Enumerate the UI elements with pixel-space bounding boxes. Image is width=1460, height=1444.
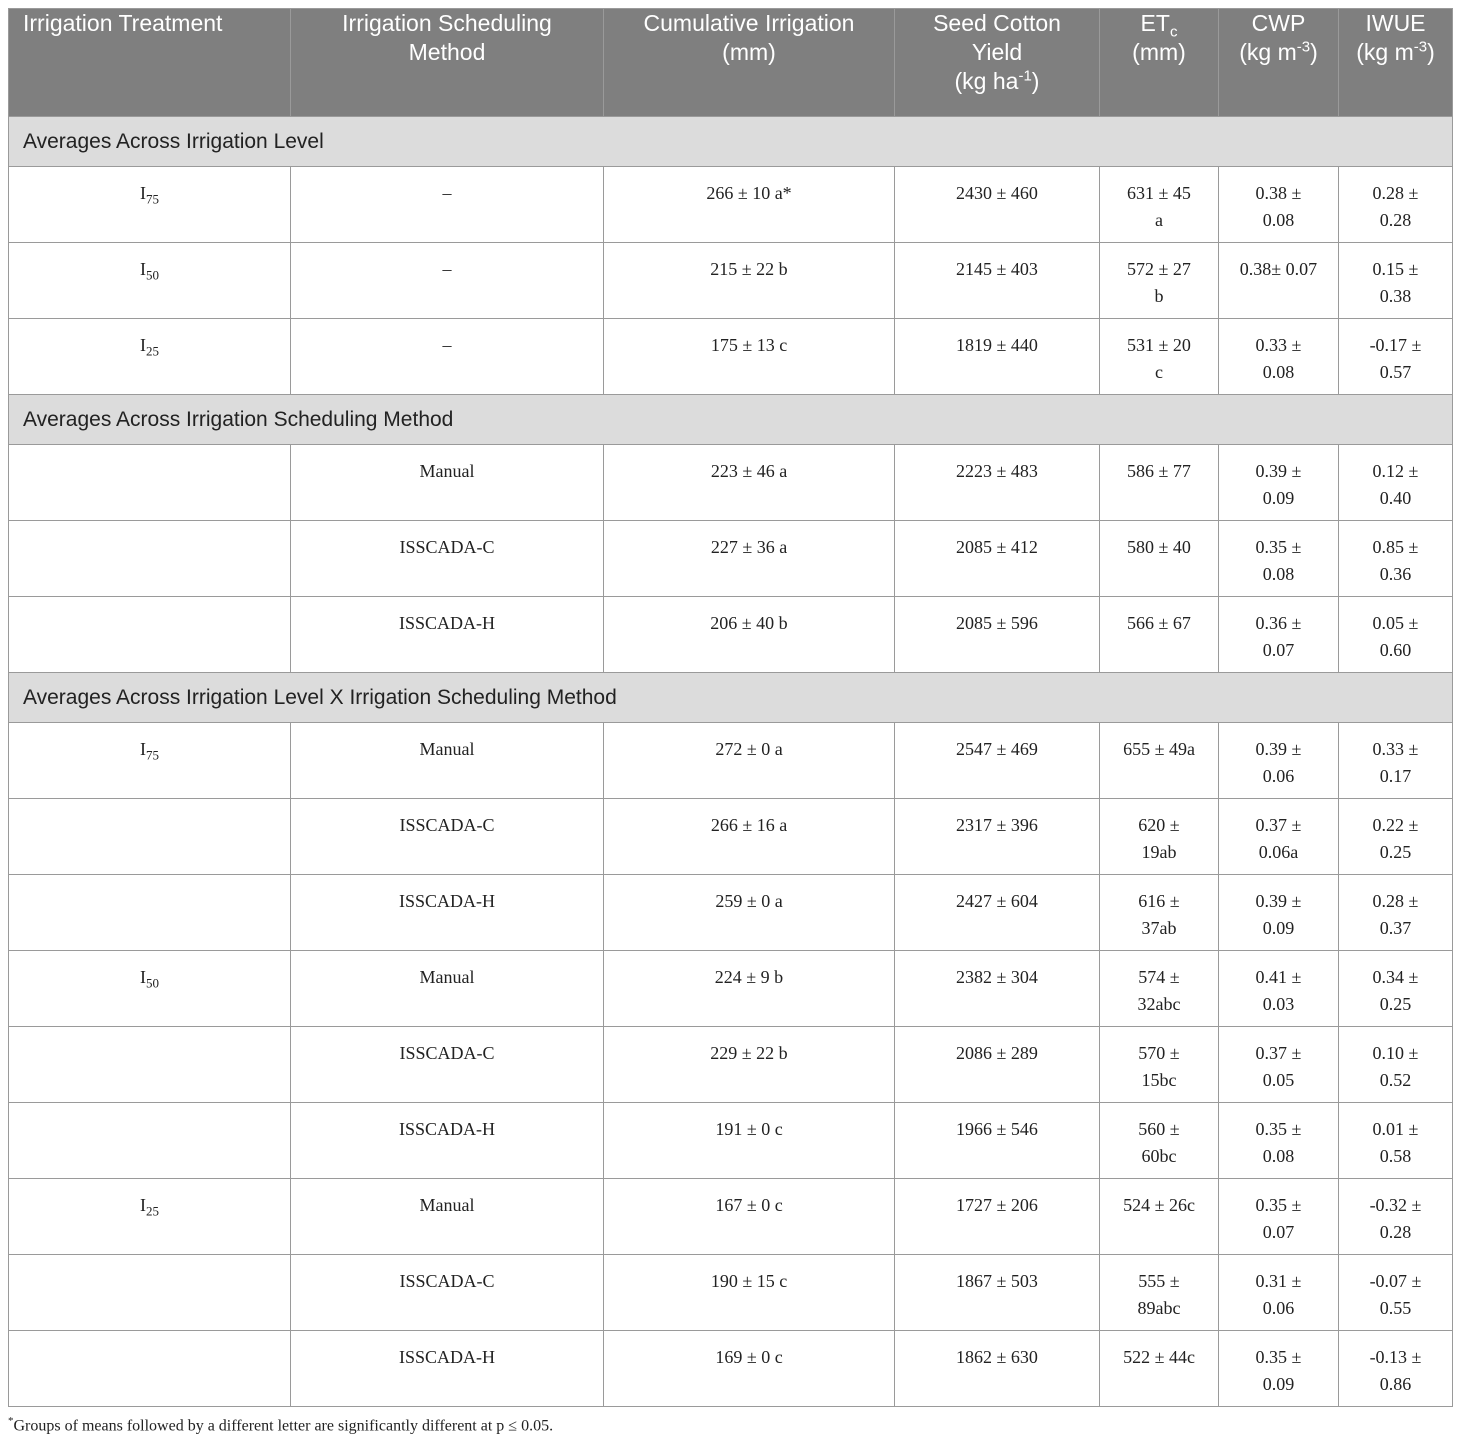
cell-iwue: 0.34 ± 0.25: [1339, 951, 1453, 1027]
cell-cumulative-irrigation: 229 ± 22 b: [604, 1027, 895, 1103]
cell-seed-cotton-yield: 2085 ± 596: [895, 597, 1100, 673]
cell-irrigation-treatment: [9, 875, 291, 951]
section-title: Averages Across Irrigation Level X Irrigation Scheduling Method: [9, 673, 1453, 723]
cell-cwp: 0.38 ± 0.08: [1219, 167, 1339, 243]
cell-etc: 531 ± 20 c: [1100, 319, 1219, 395]
table-row: [9, 951, 1453, 1027]
table-row: [9, 799, 1453, 875]
cell-cumulative-irrigation: 259 ± 0 a: [604, 875, 895, 951]
header-cumulative-irrigation: Cumulative Irrigation (mm): [604, 9, 895, 117]
cell-etc: 524 ± 26c: [1100, 1179, 1219, 1255]
header-cwp: CWP (kg $m^{-3}$): [1219, 9, 1339, 117]
footnote-text: Groups of means followed by a different letter are significantly different at p ≤ 0.05.: [13, 1417, 554, 1435]
cell-scheduling-method: ISSCADA-H: [291, 597, 604, 673]
table-row: [9, 243, 1453, 319]
cell-scheduling-method: –: [291, 319, 604, 395]
cell-cwp: 0.37 ± 0.05: [1219, 1027, 1339, 1103]
cell-cwp: 0.37 ± 0.06a: [1219, 799, 1339, 875]
cell-seed-cotton-yield: 2085 ± 412: [895, 521, 1100, 597]
header-iwue-unit: (kg $m^{-3}$): [1356, 38, 1435, 65]
cell-irrigation-treatment: [9, 521, 291, 597]
results-table: [8, 8, 1453, 1407]
cell-seed-cotton-yield: 1966 ± 546: [895, 1103, 1100, 1179]
cell-etc: 566 ± 67: [1100, 597, 1219, 673]
header-row: [9, 9, 1453, 117]
header-etc: $ET_c$ (mm): [1100, 9, 1219, 117]
header-seed-cotton-yield: Seed Cotton Yield (kg $ha^{-1}$): [895, 9, 1100, 117]
section-header-row: [9, 673, 1453, 723]
cell-seed-cotton-yield: 1727 ± 206: [895, 1179, 1100, 1255]
cell-irrigation-treatment: [9, 597, 291, 673]
table-row: [9, 875, 1453, 951]
cell-scheduling-method: ISSCADA-C: [291, 799, 604, 875]
cell-scheduling-method: ISSCADA-H: [291, 1331, 604, 1407]
cell-cumulative-irrigation: 227 ± 36 a: [604, 521, 895, 597]
cell-cwp: 0.31 ± 0.06: [1219, 1255, 1339, 1331]
cell-cwp: 0.33 ± 0.08: [1219, 319, 1339, 395]
table-row: [9, 167, 1453, 243]
cell-scheduling-method: –: [291, 167, 604, 243]
cell-scheduling-method: ISSCADA-C: [291, 1027, 604, 1103]
cell-iwue: 0.10 ± 0.52: [1339, 1027, 1453, 1103]
cell-seed-cotton-yield: 2145 ± 403: [895, 243, 1100, 319]
cell-seed-cotton-yield: 2547 ± 469: [895, 723, 1100, 799]
cell-iwue: 0.33 ± 0.17: [1339, 723, 1453, 799]
cell-cwp: 0.36 ± 0.07: [1219, 597, 1339, 673]
cell-iwue: -0.07 ± 0.55: [1339, 1255, 1453, 1331]
cell-etc: 570 ± 15bc: [1100, 1027, 1219, 1103]
table-row: [9, 1255, 1453, 1331]
cell-iwue: -0.17 ± 0.57: [1339, 319, 1453, 395]
table-row: [9, 1179, 1453, 1255]
cell-scheduling-method: ISSCADA-C: [291, 521, 604, 597]
header-yield-unit: (kg $ha^{-1}$): [954, 67, 1040, 94]
cell-cumulative-irrigation: 191 ± 0 c: [604, 1103, 895, 1179]
cell-scheduling-method: ISSCADA-H: [291, 1103, 604, 1179]
cell-iwue: 0.22 ± 0.25: [1339, 799, 1453, 875]
cell-iwue: 0.15 ± 0.38: [1339, 243, 1453, 319]
cell-seed-cotton-yield: 2430 ± 460: [895, 167, 1100, 243]
cell-irrigation-treatment: $I_{50}$: [9, 951, 291, 1027]
section-header-row: [9, 117, 1453, 167]
cell-scheduling-method: Manual: [291, 723, 604, 799]
cell-cwp: 0.39 ± 0.09: [1219, 875, 1339, 951]
cell-scheduling-method: Manual: [291, 445, 604, 521]
header-scheduling-method: Irrigation Scheduling Method: [291, 9, 604, 117]
section-title: Averages Across Irrigation Scheduling Method: [9, 395, 1453, 445]
cell-cumulative-irrigation: 223 ± 46 a: [604, 445, 895, 521]
cell-cwp: 0.39 ± 0.06: [1219, 723, 1339, 799]
footnote-marker: *: [8, 1415, 14, 1427]
table-row: [9, 1103, 1453, 1179]
cell-etc: 555 ± 89abc: [1100, 1255, 1219, 1331]
cell-etc: 620 ± 19ab: [1100, 799, 1219, 875]
cell-iwue: 0.05 ± 0.60: [1339, 597, 1453, 673]
header-cwp-unit: (kg $m^{-3}$): [1239, 38, 1318, 65]
cell-irrigation-treatment: [9, 1255, 291, 1331]
table-row: [9, 723, 1453, 799]
section-title: Averages Across Irrigation Level: [9, 117, 1453, 167]
cell-cumulative-irrigation: 266 ± 16 a: [604, 799, 895, 875]
cell-etc: 574 ± 32abc: [1100, 951, 1219, 1027]
cell-cumulative-irrigation: 215 ± 22 b: [604, 243, 895, 319]
cell-irrigation-treatment: [9, 1027, 291, 1103]
cell-cumulative-irrigation: 175 ± 13 c: [604, 319, 895, 395]
cell-irrigation-treatment: $I_{25}$: [9, 319, 291, 395]
cell-cwp: 0.35 ± 0.07: [1219, 1179, 1339, 1255]
header-irrigation-treatment: Irrigation Treatment: [9, 9, 291, 117]
cell-cumulative-irrigation: 206 ± 40 b: [604, 597, 895, 673]
cell-cumulative-irrigation: 169 ± 0 c: [604, 1331, 895, 1407]
header-etc-label: $ET_c$: [1140, 10, 1178, 41]
cell-cwp: 0.35 ± 0.08: [1219, 1103, 1339, 1179]
cell-etc: 560 ± 60bc: [1100, 1103, 1219, 1179]
footnote: [8, 1415, 553, 1435]
cell-etc: 522 ± 44c: [1100, 1331, 1219, 1407]
table-body: [9, 117, 1453, 1407]
cell-iwue: 0.28 ± 0.28: [1339, 167, 1453, 243]
cell-iwue: -0.32 ± 0.28: [1339, 1179, 1453, 1255]
cell-cumulative-irrigation: 272 ± 0 a: [604, 723, 895, 799]
table-row: [9, 597, 1453, 673]
cell-cwp: 0.41 ± 0.03: [1219, 951, 1339, 1027]
table-row: [9, 1027, 1453, 1103]
header-iwue: IWUE (kg $m^{-3}$): [1339, 9, 1453, 117]
cell-irrigation-treatment: [9, 1103, 291, 1179]
cell-irrigation-treatment: $I_{75}$: [9, 723, 291, 799]
cell-etc: 580 ± 40: [1100, 521, 1219, 597]
cell-seed-cotton-yield: 1867 ± 503: [895, 1255, 1100, 1331]
cell-iwue: 0.28 ± 0.37: [1339, 875, 1453, 951]
cell-scheduling-method: Manual: [291, 951, 604, 1027]
table-row: [9, 521, 1453, 597]
cell-iwue: -0.13 ± 0.86: [1339, 1331, 1453, 1407]
cell-scheduling-method: –: [291, 243, 604, 319]
table-row: [9, 319, 1453, 395]
cell-irrigation-treatment: [9, 445, 291, 521]
cell-etc: 586 ± 77: [1100, 445, 1219, 521]
cell-cumulative-irrigation: 190 ± 15 c: [604, 1255, 895, 1331]
cell-cumulative-irrigation: 167 ± 0 c: [604, 1179, 895, 1255]
cell-irrigation-treatment: $I_{75}$: [9, 167, 291, 243]
cell-etc: 655 ± 49a: [1100, 723, 1219, 799]
cell-seed-cotton-yield: 2382 ± 304: [895, 951, 1100, 1027]
cell-iwue: 0.85 ± 0.36: [1339, 521, 1453, 597]
section-header-row: [9, 395, 1453, 445]
cell-etc: 572 ± 27 b: [1100, 243, 1219, 319]
cell-irrigation-treatment: $I_{25}$: [9, 1179, 291, 1255]
cell-irrigation-treatment: [9, 1331, 291, 1407]
cell-seed-cotton-yield: 2086 ± 289: [895, 1027, 1100, 1103]
cell-seed-cotton-yield: 1819 ± 440: [895, 319, 1100, 395]
cell-seed-cotton-yield: 2223 ± 483: [895, 445, 1100, 521]
cell-cwp: 0.38± 0.07: [1219, 243, 1339, 319]
cell-cwp: 0.35 ± 0.08: [1219, 521, 1339, 597]
cell-etc: 631 ± 45 a: [1100, 167, 1219, 243]
cell-seed-cotton-yield: 1862 ± 630: [895, 1331, 1100, 1407]
cell-cwp: 0.39 ± 0.09: [1219, 445, 1339, 521]
cell-scheduling-method: ISSCADA-C: [291, 1255, 604, 1331]
cell-iwue: 0.12 ± 0.40: [1339, 445, 1453, 521]
cell-irrigation-treatment: [9, 799, 291, 875]
cell-cwp: 0.35 ± 0.09: [1219, 1331, 1339, 1407]
cell-irrigation-treatment: $I_{50}$: [9, 243, 291, 319]
cell-iwue: 0.01 ± 0.58: [1339, 1103, 1453, 1179]
table-row: [9, 445, 1453, 521]
cell-scheduling-method: Manual: [291, 1179, 604, 1255]
table-row: [9, 1331, 1453, 1407]
cell-cumulative-irrigation: 266 ± 10 a*: [604, 167, 895, 243]
cell-seed-cotton-yield: 2427 ± 604: [895, 875, 1100, 951]
cell-scheduling-method: ISSCADA-H: [291, 875, 604, 951]
cell-cumulative-irrigation: 224 ± 9 b: [604, 951, 895, 1027]
cell-etc: 616 ± 37ab: [1100, 875, 1219, 951]
cell-seed-cotton-yield: 2317 ± 396: [895, 799, 1100, 875]
